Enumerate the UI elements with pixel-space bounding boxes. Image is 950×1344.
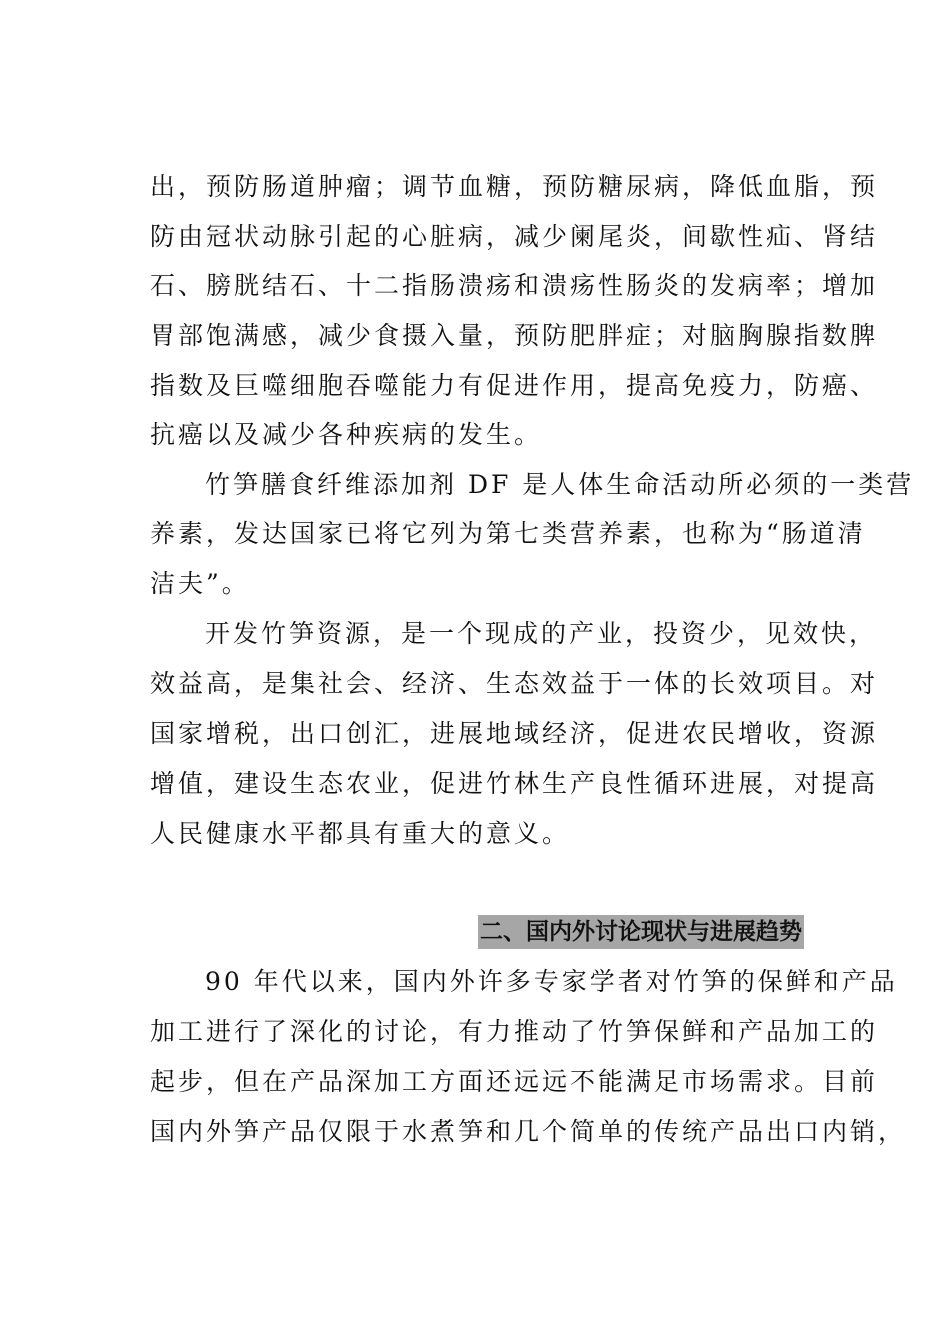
section-heading: 二、国内外讨论现状与进展趋势 bbox=[478, 915, 804, 949]
text-line: 养素，发达国家已将它列为第七类营养素，也称为“肠道清 bbox=[150, 519, 866, 548]
text-line: 增值，建设生态农业，促进竹林生产良性循环进展，对提高 bbox=[150, 769, 879, 798]
text-line: 指数及巨噬细胞吞噬能力有促进作用，提高免疫力，防癌、 bbox=[150, 371, 879, 400]
text-line: 抗癌以及减少各种疾病的发生。 bbox=[150, 420, 543, 449]
text-line: 国家增税，出口创汇，进展地域经济，促进农民增收，资源 bbox=[150, 719, 879, 748]
text-line: 起步，但在产品深加工方面还远远不能满足市场需求。目前 bbox=[150, 1067, 879, 1096]
text-line: 国内外笋产品仅限于水煮笋和几个简单的传统产品出口内销， bbox=[150, 1117, 907, 1146]
text-line: 人民健康水平都具有重大的意义。 bbox=[150, 819, 571, 848]
text-line: 石、膀胱结石、十二指肠溃疡和溃疡性肠炎的发病率；增加 bbox=[150, 271, 879, 300]
text-line: 开发竹笋资源，是一个现成的产业，投资少，见效快， bbox=[205, 619, 878, 648]
text-line: 洁夫”。 bbox=[150, 569, 250, 598]
text-line: 防由冠状动脉引起的心脏病，减少阑尾炎，间歇性疝、肾结 bbox=[150, 222, 879, 251]
text-line: 90 年代以来，国内外许多专家学者对竹笋的保鲜和产品 bbox=[205, 967, 898, 996]
text-line: 竹笋膳食纤维添加剂 DF 是人体生命活动所必须的一类营 bbox=[205, 470, 915, 499]
text-line: 胃部饱满感，减少食摄入量，预防肥胖症；对脑胸腺指数脾 bbox=[150, 321, 879, 350]
text-line: 出，预防肠道肿瘤；调节血糖，预防糖尿病，降低血脂，预 bbox=[150, 172, 879, 201]
text-line: 效益高，是集社会、经济、生态效益于一体的长效项目。对 bbox=[150, 669, 879, 698]
text-line: 加工进行了深化的讨论，有力推动了竹笋保鲜和产品加工的 bbox=[150, 1017, 879, 1046]
